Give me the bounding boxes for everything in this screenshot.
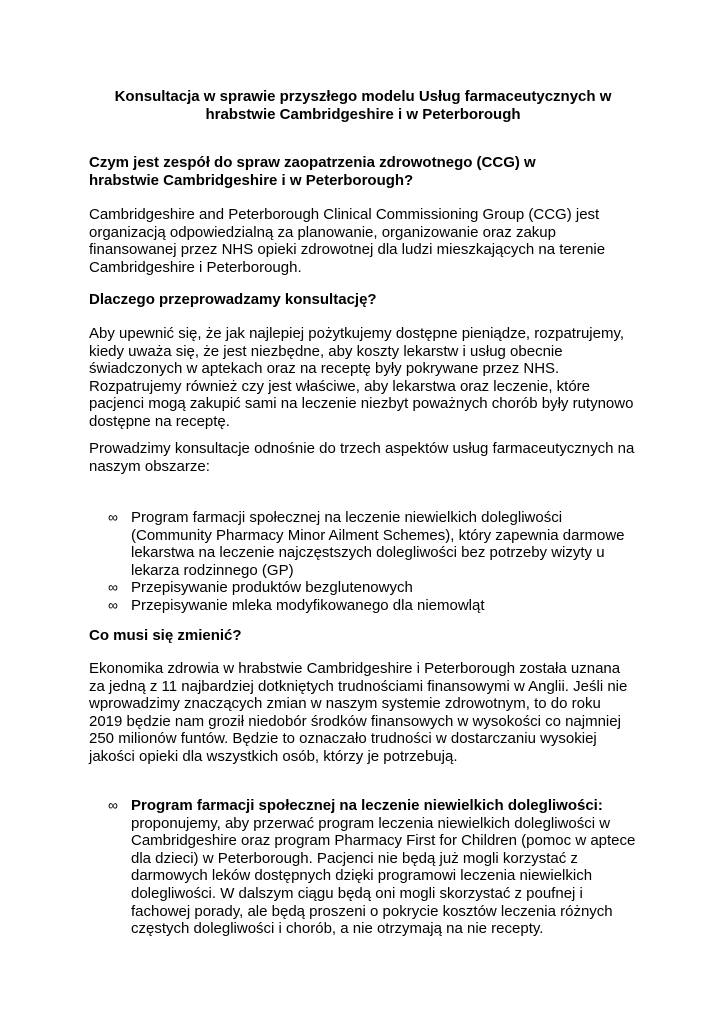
document-title: Konsultacja w sprawie przyszłego modelu Usług farmaceutycznych w hrabstwie Cambridgeshire i w Peterborough [114,88,612,123]
list-item-text: proponujemy, aby przerwać program leczenia niewielkich dolegliwości w Cambridgeshire oraz program Pharmacy First for Children (pomoc w aptece dla dzieci) w Peterborough. Pacjenci nie będą już mogli korzystać z darmowych leków dostępnych dzięki programowi leczenia niewielkich dolegliwości. W dalszym ciągu będą oni mogli skorzystać z poufnej i fachowej porady, ale będą proszeni o pokrycie kosztów leczenia różnych częstych dolegliwości i chorób, a nie otrzymają na nie recepty. [131,814,636,938]
section-paragraph-aspects: Prowadzimy konsultacje odnośnie do trzech aspektów usług farmaceutycznych na naszym obszarze: [89,440,635,475]
list-item [89,509,637,579]
list-item [89,597,637,615]
section-paragraph-why: Aby upewnić się, że jak najlepiej pożytkujemy dostępne pieniądze, rozpatrujemy, kiedy uważa się, że jest niezbędne, aby koszty lekarstw i usług obecnie świadczonych w aptekach oraz na receptę były pokrywane przez NHS. Rozpatrujemy również czy jest właściwe, aby lekarstwa oraz leczenie, które pacjenci mogą zakupić sami na leczenie niezbyt poważnych chorób były rutynowo dostępne na receptę. [89,325,634,430]
section-paragraph-ccg: Cambridgeshire and Peterborough Clinical Commissioning Group (CCG) jest organizacją odpowiedzialną za planowanie, organizowanie oraz zakup finansowanej przez NHS opieki zdrowotnej dla ludzi mieszkających na terenie Cambridgeshire i Peterborough. [89,206,606,276]
section-heading-ccg: Czym jest zespół do spraw zaopatrzenia zdrowotnego (CCG) w hrabstwie Cambridgeshire i w Peterborough? [89,154,536,189]
list-item [89,797,637,938]
section-paragraph-change: Ekonomika zdrowia w hrabstwie Cambridgeshire i Peterborough została uznana za jedną z 11 najbardziej dotkniętych trudnościami finansowymi w Anglii. Jeśli nie wprowadzimy znaczących zmian w naszym systemie zdrowotnym, to do roku 2019 będzie nam groził niedobór środków finansowych w wysokości co najmniej 250 milionów funtów. Będzie to oznaczało trudności w dostarczaniu wysokiej jakości opieki dla wszystkich osób, którzy je potrzebują. [89,660,628,765]
infinity-bullet-icon: ∞ [108,509,118,525]
section-heading-change: Co musi się zmienić? [89,627,242,644]
infinity-bullet-icon: ∞ [108,797,118,813]
aspects-list [89,509,637,615]
changes-list [89,797,637,938]
list-item-text: Przepisywanie produktów bezglutenowych [131,579,413,597]
infinity-bullet-icon: ∞ [108,596,118,613]
list-item-heading: Program farmacji społecznej na leczenie niewielkich dolegliwości: [131,797,603,814]
list-item-text: Przepisywanie mleka modyfikowanego dla niemowląt [131,596,485,614]
section-heading-why: Dlaczego przeprowadzamy konsultację? [89,291,377,308]
list-item [89,579,637,597]
infinity-bullet-icon: ∞ [108,579,118,596]
list-item-text: Program farmacji społecznej na leczenie niewielkich dolegliwości (Community Pharmacy Minor Ailment Schemes), który zapewnia darmowe lekarstwa na leczenie najczęstszych dolegliwości bez potrzeby wizyty u lekarza rodzinnego (GP) [131,509,625,579]
